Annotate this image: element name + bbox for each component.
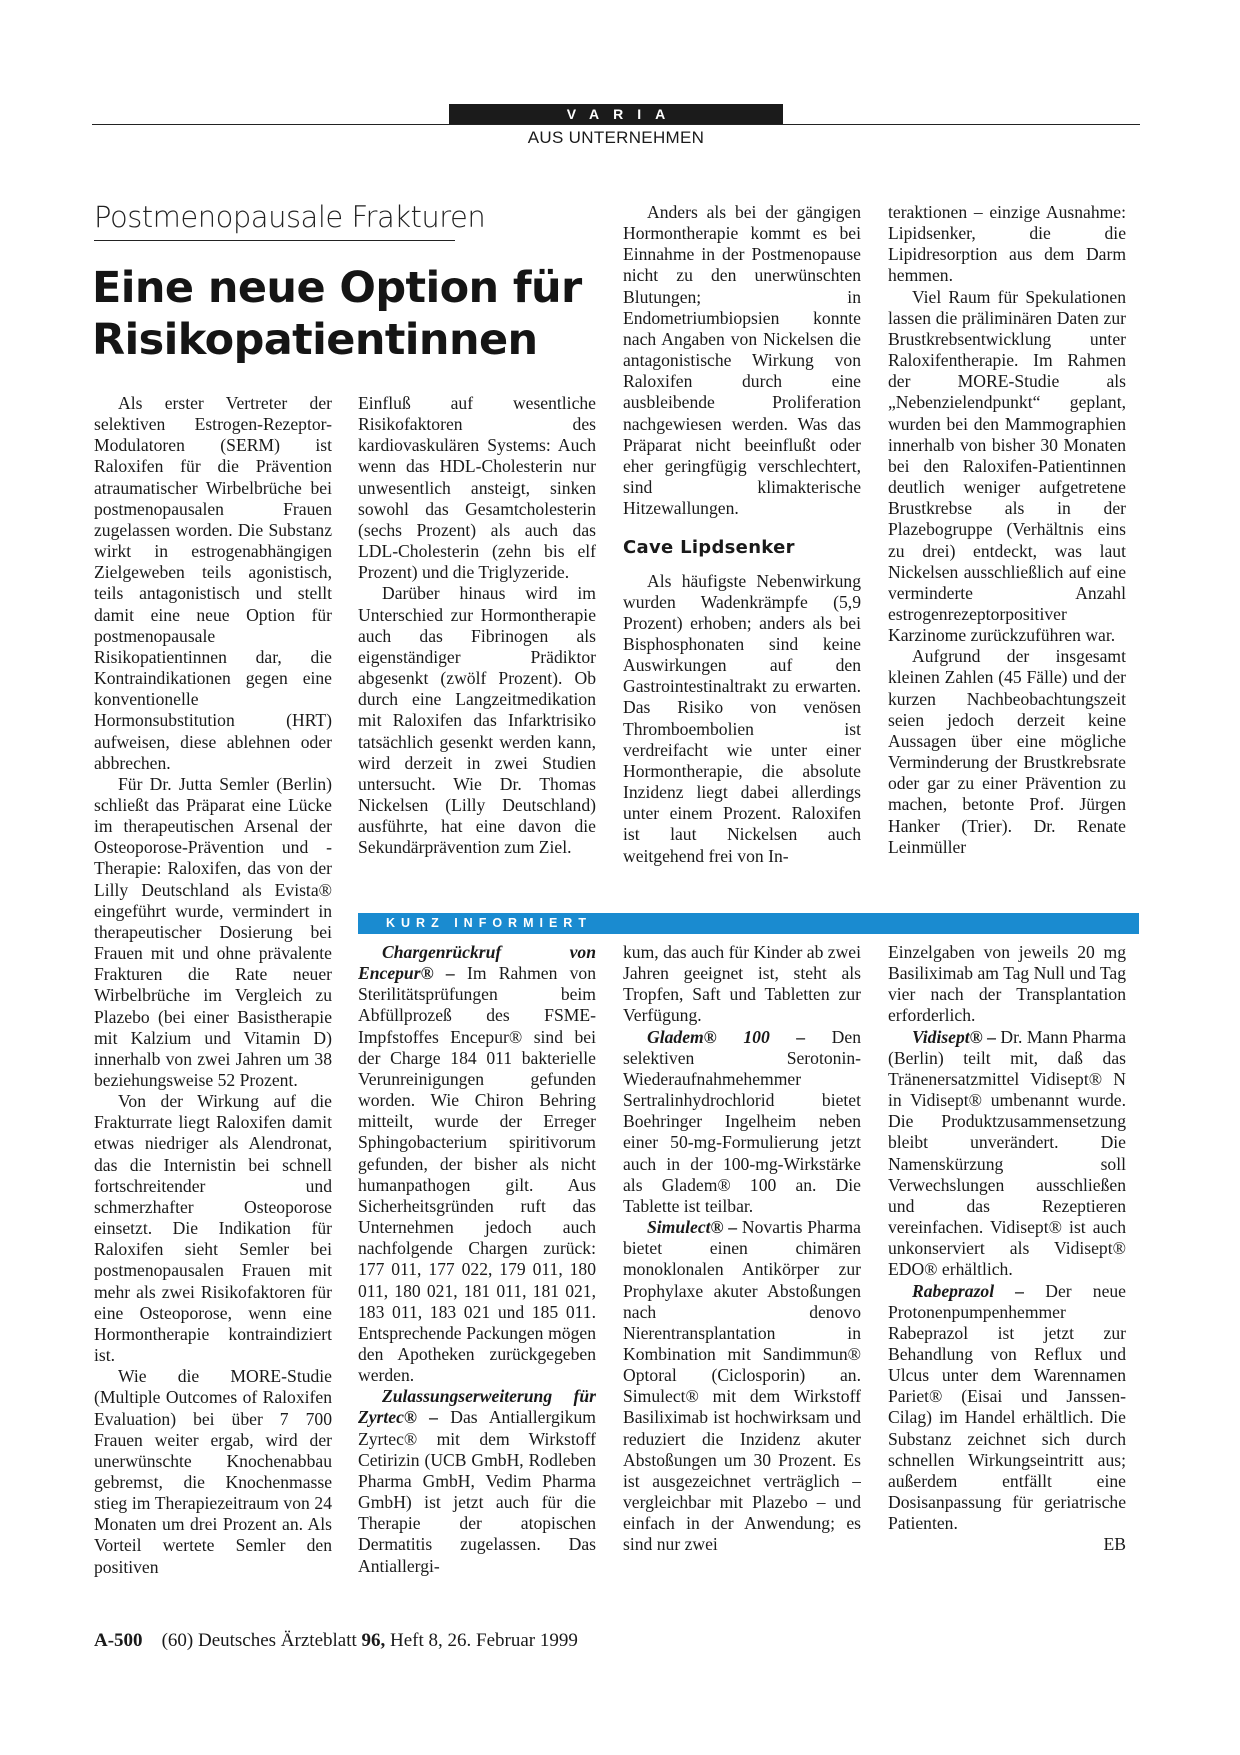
kicker-rule: [94, 240, 455, 241]
paragraph: Als erster Vertreter der selektiven Estrogen-Rezeptor-Modulatoren (SERM) ist Raloxifen für die Prävention atraumatischer Wirbelbrüche bei postmenopausalen Frauen zugelassen worden. Die Substanz wirkt in estrogenabhängigen Zielgeweben teils agonistisch, teils antagonistisch und stellt damit eine neue Option für postmenopausale Risikopatientinnen dar, die Kontraindikationen gegen eine konventionelle Hormonsubstitution (HRT) aufweisen, diese ablehnen oder abbrechen.: [94, 393, 332, 773]
paragraph: Für Dr. Jutta Semler (Berlin) schließt das Präparat eine Lücke im therapeutischen Arsenal der Osteoporose-Prävention und -Therapie: Raloxifen, das von der Lilly Deutschland als Evista® eingeführt wurde, vermindert in therapeutischer Dosierung bei Frauen mit und ohne prävalente Frakturen die Rate neuer Wirbelbrüche im Vergleich zu Plazebo (bei einer Basistherapie mit Kalzium und Vitamin D) innerhalb von zwei Jahren um 38 beziehungsweise 52 Prozent.: [94, 773, 332, 1090]
page-footer: [94, 1630, 578, 1652]
paragraph: Anders als bei der gängigen Hormontherapie kommt es bei Einnahme in der Postmenopause nicht zu den unerwünschten Blutungen; in Endometriumbiopsien konnte nach Angaben von Nickelsen die antagonistische Wirkung von Raloxifen durch eine ausbleibende Proliferation nachgewiesen werden. Was das Präparat nicht beeinflußt oder eher geringfügig verschlechtert, sind klimakterische Hitzewallungen.: [623, 202, 861, 519]
article-column-1: [94, 393, 332, 1603]
section-subtitle: AUS UNTERNEHMEN: [527, 128, 705, 147]
news-item-title: Vidisept® –: [912, 1026, 997, 1047]
article-headline: Eine neue Option für Risikopatientinnen: [92, 263, 582, 365]
news-item-text: Den selektiven Serotonin-Wiederaufnahmehemmer Sertralinhydrochlorid bietet Boehringer Ingelheim neben einer 50-mg-Formulierung jetzt auch in der 100-mg-Wirkstärke als Gladem® 100 an. Die Tablette ist teilbar.: [623, 1026, 861, 1216]
news-item-text: Dr. Mann Pharma (Berlin) teilt mit, daß das Tränenersatzmittel Vidisept® N in Vidisept® umbenannt wurde. Die Produktzusammensetzung bleibt unverändert. Die Namenskürzung soll Verwechslungen ausschließen und das Rezeptieren vereinfachen. Vidisept® ist auch unkonserviert als Vidisept® EDO® erhältlich.: [888, 1026, 1126, 1280]
section-bar: VARIA: [449, 104, 783, 124]
subheading: Cave Lipdsenker: [623, 537, 795, 559]
news-item-text: Der neue Protonenpumpenhemmer Rabeprazol ist jetzt zur Behandlung von Reflux und Ulcus unter dem Warennamen Pariet® (Eisai und Janssen-Cilag) im Handel erhältlich. Die Substanz zeichnet sich durch schnellen Wirkungseintritt aus; außerdem entfällt eine Dosisanpassung für geriatrische Patienten.: [888, 1280, 1126, 1534]
news-item: [358, 1386, 596, 1576]
news-item: [888, 942, 1126, 1027]
paragraph: Als häufigste Nebenwirkung wurden Wadenkrämpfe (5,9 Prozent) erhoben; anders als bei Bisphosphonaten sind keine Auswirkungen auf den Gastrointestinaltrakt zu erwarten. Das Risiko von venösen Thromboembolien ist verdreifacht wie unter einer Hormontherapie, die absolute Inzidenz liegt dabei allerdings unter einem Prozent. Raloxifen ist laut Nickelsen auch weitgehend frei von In-: [623, 570, 861, 866]
news-item: [623, 1217, 861, 1556]
news-item-text: Novartis Pharma bietet einen chimären monoklonalen Antikörper zur Prophylaxe akuter Abstoßungen nach denovo Nierentransplantation in Kombination mit Sandimmun® Optoral (Ciclosporin) an. Simulect® mit dem Wirkstoff Basiliximab ist hochwirksam und reduziert die Inzidenz akuter Abstoßungen um 30 Prozent. Es ist ausgezeichnet verträglich – vergleichbar mit Plazebo – und einfach in der Anwendung; es sind nur zwei: [623, 1217, 861, 1555]
news-item-title: Gladem® 100 –: [647, 1026, 806, 1047]
news-item: [623, 1027, 861, 1217]
paragraph: Aufgrund der insgesamt kleinen Zahlen (45 Fälle) und der kurzen Nachbeobachtungszeit seien jedoch derzeit keine Aussagen über eine mögliche Verminderung der Brustkrebsrate oder gar zu einer Prävention zu machen, betonte Prof. Jürgen Hanker (Trier). Dr. Renate Leinmüller: [888, 646, 1126, 857]
paragraph: Wie die MORE-Studie (Multiple Outcomes of Raloxifen Evaluation) bei über 7 700 Frauen weiter ergab, wird der unerwünschte Knochenabbau gebremst, die Knochenmasse stieg im Therapiezeitraum von 24 Monaten um drei Prozent an. Als Vorteil wertete Semler den positiven: [94, 1366, 332, 1577]
citation-suffix: Heft 8, 26. Februar 1999: [385, 1630, 578, 1651]
paragraph: Viel Raum für Spekulationen lassen die präliminären Daten zur Brustkrebsentwicklung unter Raloxifentherapie. Im Rahmen der MORE-Studie als „Nebenzielendpunkt“ geplant, wurden bei den Mammographien innerhalb von bisher 30 Monaten bei den Raloxifen-Patientinnen deutlich weniger aufgetretene Brustkrebse als in der Plazebogruppe (Verhältnis eins zu drei) entdeckt, was laut Nickelsen ausschließlich auf eine verminderte Anzahl estrogenrezeptorpositiver Karzinome zurückzuführen war.: [888, 286, 1126, 646]
kurz-column-1: [358, 942, 596, 1602]
news-item-title: Simulect® –: [647, 1217, 738, 1238]
citation-volume: 96,: [361, 1630, 386, 1651]
kurz-informiert-label: KURZ INFORMIERT: [386, 916, 592, 930]
article-column-3: [623, 202, 861, 882]
news-item-text: Das Antiallergikum Zyrtec® mit dem Wirkstoff Cetirizin (UCB GmbH, Rodleben Pharma GmbH, Vedim Pharma GmbH) ist jetzt auch für die Therapie der atopischen Dermatitis zugelassen. Das Antiallergi-: [358, 1407, 596, 1576]
paragraph: Darüber hinaus wird im Unterschied zur Hormontherapie auch das Fibrinogen als eigenständiger Prädiktor abgesenkt (zwölf Prozent). Ob durch eine Langzeitmedikation mit Raloxifen das Infarktrisiko tatsächlich gesenkt werden kann, wird derzeit in zwei Studien untersucht. Wie Dr. Thomas Nickelsen (Lilly Deutschland) ausführte, hat eine davon die Sekundärprävention zum Ziel.: [358, 583, 596, 858]
news-item-title: Zulassungserweiterung für Zyrtec® –: [358, 1386, 596, 1428]
citation-prefix: (60) Deutsches Ärzteblatt: [161, 1630, 362, 1651]
header-rule: [92, 124, 1140, 125]
article-kicker: Postmenopausale Frakturen: [94, 200, 486, 234]
news-item: [623, 942, 861, 1027]
news-item-text: Einzelgaben von jeweils 20 mg Basiliximab am Tag Null und Tag vier nach der Transplantation erforderlich.: [888, 942, 1126, 1026]
paragraph: teraktionen – einzige Ausnahme: Lipidsenker, die die Lipidresorption aus dem Darm hemmen.: [888, 202, 1126, 286]
news-item-title: Chargenrückruf von Encepur® –: [358, 942, 596, 984]
news-item: [358, 942, 596, 1386]
page-number: A-500: [94, 1630, 143, 1651]
news-item-text: kum, das auch für Kinder ab zwei Jahren geeignet ist, steht als Tropfen, Saft und Tabletten zur Verfügung.: [623, 942, 861, 1026]
kurz-column-2: [623, 942, 861, 1602]
news-item: [888, 1027, 1126, 1281]
news-item-title: Rabeprazol –: [912, 1280, 1025, 1301]
author-signature: EB: [1103, 1534, 1126, 1555]
news-item: [888, 1281, 1126, 1535]
paragraph: Einfluß auf wesentliche Risikofaktoren des kardiovaskulären Systems: Auch wenn das HDL-Cholesterin nur unwesentlich ansteigt, sinken sowohl das Gesamtcholesterin (sechs Prozent) als auch das LDL-Cholesterin (zehn bis elf Prozent) und die Triglyzeride.: [358, 393, 596, 583]
article-column-4: [888, 202, 1126, 882]
paragraph: Von der Wirkung auf die Frakturrate liegt Raloxifen damit etwas niedriger als Alendronat, das die Internistin bei schnell fortschreitender und schmerzhafter Osteoporose einsetzt. Die Indikation für Raloxifen sieht Semler bei postmenopausalen Frauen mit mehr als zwei Risikofaktoren für eine Osteoporose, wenn eine Hormontherapie kontraindiziert ist.: [94, 1091, 332, 1366]
news-item-text: Im Rahmen von Sterilitätsprüfungen beim Abfüllprozeß des FSME-Impfstoffes Encepur® sind bei der Charge 184 011 bakterielle Verunreinigungen gefunden worden. Wie Chiron Behring mitteilt, wurde der Erreger Sphingobacterium spiritivorum gefunden, der bisher als nicht humanpathogen gilt. Aus Sicherheitsgründen ruft das Unternehmen jedoch auch nachfolgende Chargen zurück: 177 011, 177 022, 179 011, 180 011, 180 021, 181 011, 181 021, 183 011, 183 021 und 185 011. Entsprechende Packungen mögen den Apotheken zurückgegeben werden.: [358, 963, 596, 1386]
article-column-2: [358, 393, 596, 883]
kurz-column-3: [888, 942, 1126, 1602]
